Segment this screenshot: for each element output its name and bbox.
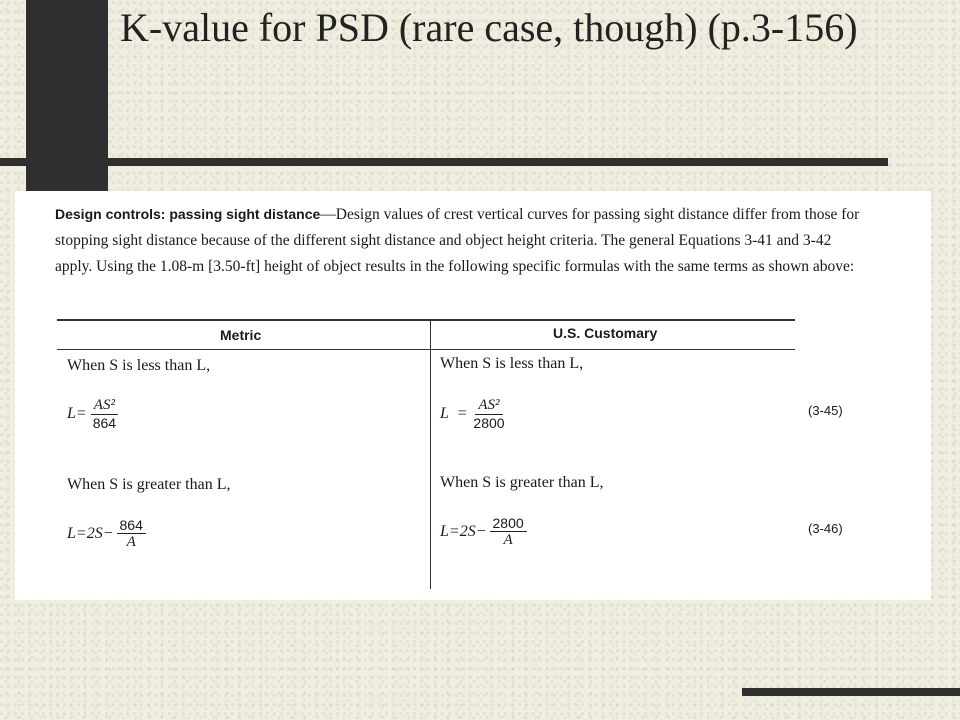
us-equation-1 bbox=[440, 397, 508, 431]
fraction-denominator: A bbox=[503, 532, 513, 548]
intro-body: —Design values of crest vertical curves for passing sight distance differ from those for stopping sight distance because of the different sight distance and object height criteria. The general Equations 3-41 and 3-42 apply. Using the 1.08-m [3.50-ft] height of object results in the following specific formulas with the same terms as shown above: bbox=[55, 206, 860, 275]
fraction-numerator: AS² bbox=[91, 397, 118, 415]
fraction-numerator: AS² bbox=[475, 397, 502, 415]
equation-lhs: L=2S− bbox=[67, 525, 114, 542]
us-equation-2 bbox=[440, 515, 527, 549]
metric-condition-less: When S is less than L, bbox=[67, 357, 211, 374]
column-header-us-customary: U.S. Customary bbox=[553, 325, 658, 341]
metric-equation-2 bbox=[67, 517, 146, 551]
slide-title: K-value for PSD (rare case, though) (p.3-156) bbox=[120, 5, 858, 50]
left-accent-bar bbox=[26, 0, 108, 196]
equation-lhs: L=2S− bbox=[440, 523, 487, 540]
title-divider bbox=[0, 158, 888, 166]
equation-fraction bbox=[470, 397, 507, 431]
equation-number-3-45: (3-45) bbox=[808, 403, 843, 418]
scanned-document-excerpt bbox=[15, 191, 931, 600]
metric-equation-1 bbox=[67, 397, 119, 431]
bottom-accent-rule bbox=[742, 688, 960, 696]
equation-fraction bbox=[490, 515, 527, 549]
fraction-denominator: 2800 bbox=[473, 415, 505, 431]
equation-fraction bbox=[117, 517, 146, 551]
table-column-divider bbox=[430, 319, 431, 589]
table-top-rule bbox=[57, 319, 795, 321]
intro-paragraph bbox=[55, 201, 870, 280]
metric-condition-greater: When S is greater than L, bbox=[67, 476, 231, 493]
equation-number-3-46: (3-46) bbox=[808, 521, 843, 536]
equation-fraction bbox=[90, 397, 119, 431]
fraction-numerator: 2800 bbox=[490, 515, 527, 532]
us-condition-greater: When S is greater than L, bbox=[440, 474, 604, 491]
intro-heading: Design controls: passing sight distance bbox=[55, 206, 321, 222]
column-header-metric: Metric bbox=[220, 327, 262, 343]
equation-lhs: L = bbox=[440, 405, 468, 422]
equation-lhs: L= bbox=[67, 405, 87, 422]
table-header-rule bbox=[57, 349, 795, 350]
fraction-denominator: 864 bbox=[92, 415, 117, 431]
fraction-numerator: 864 bbox=[117, 517, 146, 534]
us-condition-less: When S is less than L, bbox=[440, 355, 584, 372]
fraction-denominator: A bbox=[126, 534, 136, 550]
